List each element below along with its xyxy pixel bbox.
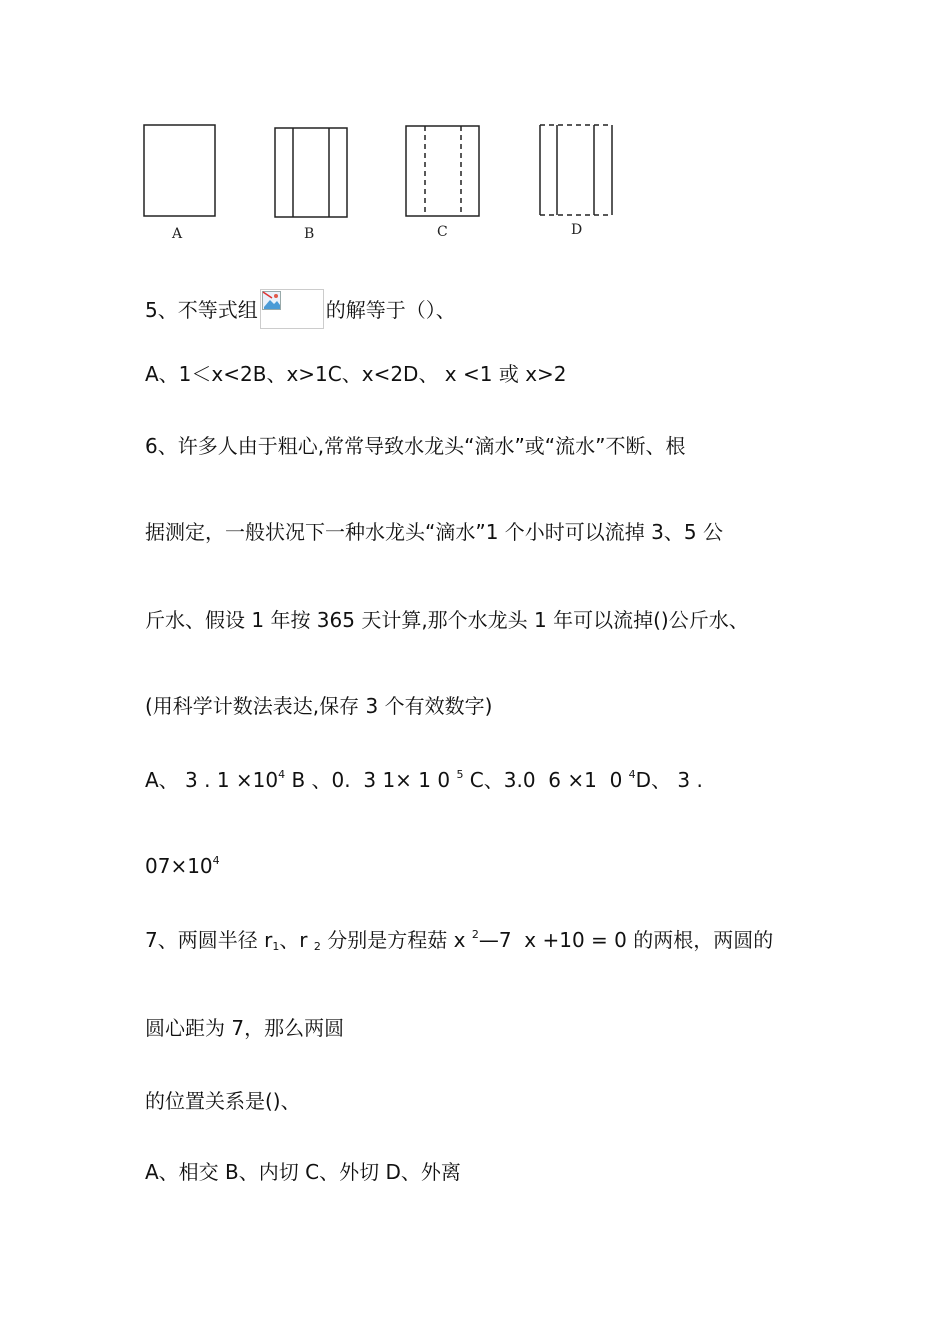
q7-line-3: 的位置关系是()、 [145, 1089, 301, 1113]
rect-c [406, 126, 479, 216]
q6-option-d-exponent: 4 [212, 854, 220, 867]
q7-line-1 [145, 928, 773, 952]
fold-figure [140, 120, 620, 220]
q6-option-b: B 、0. 3 1× 1 0 [285, 768, 457, 792]
rect-d [540, 125, 612, 215]
q7-subscript-2: 2 [313, 940, 321, 953]
figure-label-b: B [304, 226, 315, 242]
q6-line-3: 斤水、假设 1 年按 365 天计算,那个水龙头 1 年可以流掉()公斤水、 [145, 608, 749, 632]
q6-line-2: 据测定，一般状况下一种水龙头“滴水”1 个小时可以流掉 3、5 公 [145, 520, 723, 544]
q6-option-c: C、3.0 6 ×1 0 [463, 768, 629, 792]
q6-option-b-exponent: 5 [456, 768, 464, 781]
q5-stem [145, 289, 456, 329]
q5-options: A、1＜x<2B、x>1C、x<2D、 x <1 或 x>2 [145, 362, 567, 386]
q7-subscript-1: 1 [272, 940, 280, 953]
q6-line-1: 6、许多人由于粗心,常常导致水龙头“滴水”或“流水”不断、根 [145, 434, 686, 458]
rect-b [275, 128, 347, 217]
q5-text-before: 5、不等式组 [145, 298, 258, 322]
q7-line-2: 圆心距为 7，那么两圆 [145, 1016, 345, 1040]
rect-a [144, 125, 215, 216]
q6-line-4: (用科学计数法表达,保存 3 个有效数字) [145, 694, 493, 718]
broken-image-icon [260, 289, 324, 329]
q7-part-4: —7 x +10 = 0 的两根，两圆的 [478, 928, 774, 952]
q7-exponent: 2 [471, 928, 479, 941]
q6-option-d-value: 07×10 [145, 854, 213, 878]
q7-part-3: 分别是方程菇 x [320, 928, 472, 952]
figure-label-a: A [172, 226, 183, 242]
q6-option-c-exponent: 4 [628, 768, 636, 781]
q6-option-d-continued [145, 854, 220, 878]
q6-option-a: A、 3 . 1 ×10 [145, 768, 279, 792]
q7-options: A、相交 B、内切 C、外切 D、外离 [145, 1160, 461, 1184]
q7-part-2: 、r [279, 928, 314, 952]
q6-options [145, 768, 703, 792]
q6-option-a-exponent: 4 [278, 768, 286, 781]
q5-text-after: 的解等于（）、 [325, 298, 456, 322]
figure-label-d: D [571, 222, 583, 238]
q7-part-1: 7、两圆半径 r [145, 928, 273, 952]
q6-option-d: D、 3 . [635, 768, 703, 792]
figure-label-c: C [437, 224, 448, 240]
